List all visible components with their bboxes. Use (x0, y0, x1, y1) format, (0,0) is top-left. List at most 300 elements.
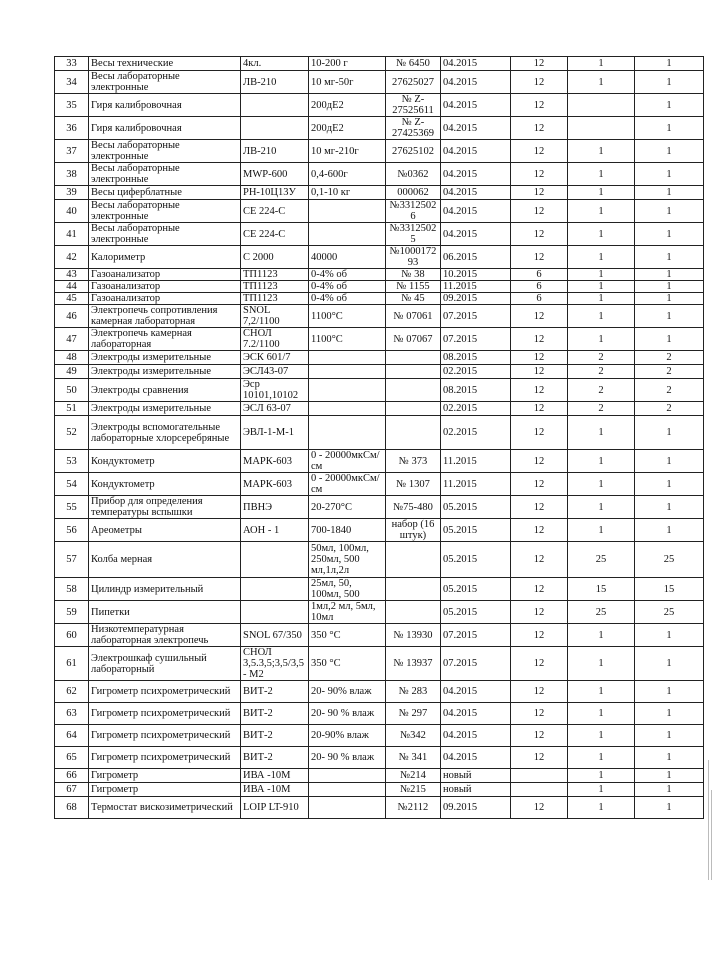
quantity-total-cell: 1 (568, 519, 635, 542)
measurement-range-cell: 10 мг-50г (309, 71, 386, 94)
table-row (55, 186, 704, 200)
verification-interval-cell: 12 (511, 365, 568, 379)
row-number-cell: 35 (55, 94, 89, 117)
verification-date-cell: 08.2015 (441, 351, 511, 365)
verification-interval-cell: 12 (511, 601, 568, 624)
equipment-type-cell: ТП1123 (241, 269, 309, 281)
verification-date-cell: 09.2015 (441, 293, 511, 305)
quantity-in-use-cell: 1 (635, 223, 704, 246)
verification-date-cell: 04.2015 (441, 117, 511, 140)
verification-interval-cell: 12 (511, 578, 568, 601)
quantity-in-use-cell: 1 (635, 305, 704, 328)
measurement-range-cell: 350 °С (309, 624, 386, 647)
measurement-range-cell: 1мл,2 мл, 5мл, 10мл (309, 601, 386, 624)
verification-date-cell: 04.2015 (441, 703, 511, 725)
quantity-total-cell: 1 (568, 71, 635, 94)
equipment-name-cell: Весы лабораторные электронные (89, 223, 241, 246)
verification-date-cell: 07.2015 (441, 328, 511, 351)
serial-number-cell: №2112 (386, 797, 441, 819)
equipment-name-cell: Ареометры (89, 519, 241, 542)
row-number-cell: 63 (55, 703, 89, 725)
equipment-type-cell: МАРК-603 (241, 473, 309, 496)
table-row (55, 797, 704, 819)
equipment-name-cell: Газоанализатор (89, 269, 241, 281)
row-number-cell: 66 (55, 769, 89, 783)
serial-number-cell (386, 542, 441, 578)
equipment-type-cell: ВИТ-2 (241, 725, 309, 747)
measurement-range-cell: 20- 90 % влаж (309, 703, 386, 725)
verification-interval-cell: 12 (511, 57, 568, 71)
serial-number-cell (386, 402, 441, 416)
serial-number-cell: № 297 (386, 703, 441, 725)
quantity-total-cell: 1 (568, 416, 635, 450)
serial-number-cell: № 45 (386, 293, 441, 305)
equipment-name-cell: Гиря калибровочная (89, 94, 241, 117)
table-row (55, 647, 704, 681)
serial-number-cell: №0362 (386, 163, 441, 186)
row-number-cell: 48 (55, 351, 89, 365)
equipment-type-cell: ТП1123 (241, 293, 309, 305)
quantity-total-cell: 1 (568, 186, 635, 200)
verification-date-cell: 07.2015 (441, 624, 511, 647)
quantity-in-use-cell: 1 (635, 71, 704, 94)
row-number-cell: 37 (55, 140, 89, 163)
serial-number-cell (386, 416, 441, 450)
verification-date-cell: 04.2015 (441, 71, 511, 94)
verification-date-cell: 02.2015 (441, 402, 511, 416)
measurement-range-cell: 0 - 20000мкСм/см (309, 473, 386, 496)
measurement-range-cell: 350 °С (309, 647, 386, 681)
table-row (55, 379, 704, 402)
row-number-cell: 51 (55, 402, 89, 416)
equipment-type-cell: ИВА -10М (241, 769, 309, 783)
serial-number-cell (386, 578, 441, 601)
table-row (55, 416, 704, 450)
verification-interval-cell: 12 (511, 186, 568, 200)
serial-number-cell: №3312502 6 (386, 200, 441, 223)
serial-number-cell: набор (16 штук) (386, 519, 441, 542)
verification-date-cell: 11.2015 (441, 281, 511, 293)
measurement-range-cell (309, 797, 386, 819)
equipment-type-cell: СНОЛ 3,5.3,5;3,5/3,5- М2 (241, 647, 309, 681)
verification-date-cell: 02.2015 (441, 365, 511, 379)
quantity-in-use-cell: 1 (635, 624, 704, 647)
row-number-cell: 45 (55, 293, 89, 305)
verification-interval-cell: 12 (511, 542, 568, 578)
serial-number-cell: №3312502 5 (386, 223, 441, 246)
quantity-total-cell: 2 (568, 379, 635, 402)
quantity-total-cell: 1 (568, 200, 635, 223)
equipment-name-cell: Электроды сравнения (89, 379, 241, 402)
measurement-range-cell: 0 - 20000мкСм/см (309, 450, 386, 473)
row-number-cell: 62 (55, 681, 89, 703)
verification-interval-cell: 12 (511, 496, 568, 519)
serial-number-cell: №75-480 (386, 496, 441, 519)
measurement-range-cell: 40000 (309, 246, 386, 269)
quantity-total-cell: 1 (568, 681, 635, 703)
quantity-in-use-cell: 1 (635, 140, 704, 163)
verification-date-cell: 04.2015 (441, 186, 511, 200)
table-row (55, 703, 704, 725)
verification-interval-cell: 12 (511, 200, 568, 223)
quantity-in-use-cell: 1 (635, 647, 704, 681)
verification-interval-cell: 12 (511, 519, 568, 542)
quantity-total-cell: 1 (568, 246, 635, 269)
equipment-type-cell: ЭСК 601/7 (241, 351, 309, 365)
quantity-in-use-cell: 1 (635, 328, 704, 351)
row-number-cell: 41 (55, 223, 89, 246)
verification-interval-cell: 12 (511, 797, 568, 819)
equipment-type-cell (241, 117, 309, 140)
scan-artifact (708, 760, 709, 880)
verification-interval-cell: 12 (511, 94, 568, 117)
measurement-range-cell: 20- 90 % влаж (309, 747, 386, 769)
quantity-total-cell: 1 (568, 269, 635, 281)
measurement-range-cell: 0,4-600г (309, 163, 386, 186)
verification-interval-cell: 12 (511, 163, 568, 186)
quantity-in-use-cell: 1 (635, 246, 704, 269)
equipment-name-cell: Электроды измерительные (89, 365, 241, 379)
measurement-range-cell (309, 379, 386, 402)
measurement-range-cell (309, 416, 386, 450)
row-number-cell: 36 (55, 117, 89, 140)
quantity-total-cell: 25 (568, 601, 635, 624)
quantity-total-cell: 1 (568, 305, 635, 328)
table-row (55, 246, 704, 269)
equipment-type-cell: LOIP LT-910 (241, 797, 309, 819)
verification-date-cell: 04.2015 (441, 223, 511, 246)
measurement-range-cell (309, 223, 386, 246)
equipment-type-cell: ВИТ-2 (241, 747, 309, 769)
serial-number-cell: 27625027 (386, 71, 441, 94)
serial-number-cell: № Z-27425369 (386, 117, 441, 140)
equipment-name-cell: Гиря калибровочная (89, 117, 241, 140)
serial-number-cell: № Z-27525611 (386, 94, 441, 117)
verification-date-cell: 11.2015 (441, 450, 511, 473)
row-number-cell: 38 (55, 163, 89, 186)
equipment-name-cell: Весы технические (89, 57, 241, 71)
verification-interval-cell: 12 (511, 71, 568, 94)
verification-date-cell: 06.2015 (441, 246, 511, 269)
equipment-type-cell: SNOL 67/350 (241, 624, 309, 647)
quantity-total-cell: 1 (568, 328, 635, 351)
verification-interval-cell: 12 (511, 305, 568, 328)
equipment-name-cell: Весы лабораторные электронные (89, 71, 241, 94)
verification-date-cell: 04.2015 (441, 681, 511, 703)
verification-date-cell: 04.2015 (441, 163, 511, 186)
table-row (55, 769, 704, 783)
quantity-in-use-cell: 2 (635, 379, 704, 402)
quantity-total-cell: 1 (568, 747, 635, 769)
measurement-range-cell: 20-90% влаж (309, 725, 386, 747)
serial-number-cell: № 07067 (386, 328, 441, 351)
quantity-total-cell: 1 (568, 647, 635, 681)
equipment-type-cell: 4кл. (241, 57, 309, 71)
quantity-total-cell: 1 (568, 163, 635, 186)
serial-number-cell: №214 (386, 769, 441, 783)
table-row (55, 293, 704, 305)
verification-interval-cell: 12 (511, 647, 568, 681)
equipment-name-cell: Гигрометр психрометрический (89, 703, 241, 725)
measurement-range-cell: 10 мг-210г (309, 140, 386, 163)
quantity-in-use-cell: 1 (635, 200, 704, 223)
equipment-name-cell: Электроды вспомогательные лабораторные хлорсеребряные (89, 416, 241, 450)
equipment-type-cell: МАРК-603 (241, 450, 309, 473)
verification-date-cell: 09.2015 (441, 797, 511, 819)
table-row (55, 57, 704, 71)
quantity-in-use-cell: 1 (635, 269, 704, 281)
measurement-range-cell (309, 365, 386, 379)
quantity-total-cell: 1 (568, 450, 635, 473)
scan-artifact (711, 790, 712, 880)
row-number-cell: 67 (55, 783, 89, 797)
quantity-in-use-cell: 1 (635, 473, 704, 496)
serial-number-cell: №215 (386, 783, 441, 797)
quantity-total-cell: 1 (568, 769, 635, 783)
verification-interval-cell: 12 (511, 246, 568, 269)
equipment-type-cell: СНОЛ 7.2/1100 (241, 328, 309, 351)
quantity-in-use-cell: 1 (635, 186, 704, 200)
quantity-total-cell: 1 (568, 140, 635, 163)
verification-date-cell: 04.2015 (441, 57, 511, 71)
verification-date-cell: новый (441, 783, 511, 797)
equipment-type-cell: ЭСЛ 63-07 (241, 402, 309, 416)
serial-number-cell (386, 351, 441, 365)
table-row (55, 281, 704, 293)
equipment-type-cell: SNOL 7,2/1100 (241, 305, 309, 328)
quantity-in-use-cell: 1 (635, 519, 704, 542)
row-number-cell: 55 (55, 496, 89, 519)
equipment-name-cell: Газоанализатор (89, 281, 241, 293)
verification-interval-cell: 12 (511, 117, 568, 140)
table-row (55, 578, 704, 601)
verification-date-cell: 04.2015 (441, 725, 511, 747)
equipment-type-cell: CE 224-C (241, 200, 309, 223)
equipment-name-cell: Электропечь камерная лабораторная (89, 328, 241, 351)
verification-date-cell: 04.2015 (441, 200, 511, 223)
verification-date-cell: 05.2015 (441, 601, 511, 624)
equipment-name-cell: Гигрометр психрометрический (89, 725, 241, 747)
table-row (55, 624, 704, 647)
quantity-in-use-cell: 1 (635, 293, 704, 305)
table-row (55, 681, 704, 703)
serial-number-cell: №1000172 93 (386, 246, 441, 269)
quantity-total-cell: 1 (568, 783, 635, 797)
equipment-name-cell: Кондуктометр (89, 450, 241, 473)
measurement-range-cell (309, 783, 386, 797)
row-number-cell: 64 (55, 725, 89, 747)
quantity-total-cell: 1 (568, 293, 635, 305)
table-row (55, 94, 704, 117)
measurement-range-cell: 0,1-10 кг (309, 186, 386, 200)
quantity-total-cell: 25 (568, 542, 635, 578)
quantity-in-use-cell: 1 (635, 703, 704, 725)
verification-interval-cell: 12 (511, 450, 568, 473)
equipment-name-cell: Кондуктометр (89, 473, 241, 496)
row-number-cell: 46 (55, 305, 89, 328)
equipment-type-cell (241, 601, 309, 624)
quantity-in-use-cell: 1 (635, 783, 704, 797)
equipment-name-cell: Гигрометр психрометрический (89, 747, 241, 769)
quantity-total-cell: 1 (568, 223, 635, 246)
equipment-name-cell: Прибор для определения температуры вспышки (89, 496, 241, 519)
measurement-range-cell: 20-270°С (309, 496, 386, 519)
quantity-in-use-cell: 1 (635, 681, 704, 703)
measurement-range-cell: 0-4% об (309, 293, 386, 305)
row-number-cell: 33 (55, 57, 89, 71)
quantity-in-use-cell: 1 (635, 496, 704, 519)
equipment-name-cell: Калориметр (89, 246, 241, 269)
row-number-cell: 59 (55, 601, 89, 624)
quantity-total-cell: 1 (568, 281, 635, 293)
row-number-cell: 68 (55, 797, 89, 819)
quantity-in-use-cell: 1 (635, 797, 704, 819)
quantity-total-cell (568, 117, 635, 140)
verification-date-cell: 05.2015 (441, 578, 511, 601)
quantity-in-use-cell: 1 (635, 725, 704, 747)
row-number-cell: 43 (55, 269, 89, 281)
table-row (55, 747, 704, 769)
measurement-range-cell: 25мл, 50, 100мл, 500 (309, 578, 386, 601)
equipment-name-cell: Термостат вискозиметрический (89, 797, 241, 819)
row-number-cell: 39 (55, 186, 89, 200)
row-number-cell: 56 (55, 519, 89, 542)
equipment-type-cell: АОН - 1 (241, 519, 309, 542)
table-row (55, 140, 704, 163)
equipment-name-cell: Газоанализатор (89, 293, 241, 305)
table-row (55, 200, 704, 223)
verification-date-cell: 04.2015 (441, 747, 511, 769)
quantity-total-cell (568, 94, 635, 117)
quantity-total-cell: 1 (568, 703, 635, 725)
serial-number-cell: № 1155 (386, 281, 441, 293)
verification-interval-cell (511, 783, 568, 797)
equipment-type-cell: ВИТ-2 (241, 681, 309, 703)
equipment-type-cell: С 2000 (241, 246, 309, 269)
table-row (55, 351, 704, 365)
quantity-in-use-cell: 1 (635, 117, 704, 140)
row-number-cell: 34 (55, 71, 89, 94)
table-row (55, 117, 704, 140)
quantity-total-cell: 1 (568, 473, 635, 496)
quantity-in-use-cell: 1 (635, 747, 704, 769)
row-number-cell: 40 (55, 200, 89, 223)
table-row (55, 402, 704, 416)
quantity-in-use-cell: 15 (635, 578, 704, 601)
serial-number-cell: № 373 (386, 450, 441, 473)
measurement-range-cell: 20- 90% влаж (309, 681, 386, 703)
equipment-type-cell (241, 94, 309, 117)
equipment-type-cell: РН-10Ц13У (241, 186, 309, 200)
verification-interval-cell: 12 (511, 747, 568, 769)
table-row (55, 365, 704, 379)
equipment-name-cell: Колба мерная (89, 542, 241, 578)
equipment-type-cell: ТП1123 (241, 281, 309, 293)
equipment-type-cell: ЛВ-210 (241, 71, 309, 94)
row-number-cell: 60 (55, 624, 89, 647)
table-row (55, 783, 704, 797)
equipment-name-cell: Весы лабораторные электронные (89, 140, 241, 163)
equipment-name-cell: Цилиндр измерительный (89, 578, 241, 601)
table-row (55, 71, 704, 94)
measurement-range-cell: 10-200 г (309, 57, 386, 71)
quantity-in-use-cell: 25 (635, 601, 704, 624)
verification-interval-cell: 12 (511, 140, 568, 163)
measurement-range-cell: 0-4% об (309, 281, 386, 293)
serial-number-cell: №342 (386, 725, 441, 747)
quantity-in-use-cell: 1 (635, 769, 704, 783)
equipment-name-cell: Весы лабораторные электронные (89, 163, 241, 186)
measurement-range-cell: 1100°С (309, 305, 386, 328)
equipment-name-cell: Электроды измерительные (89, 402, 241, 416)
table-row (55, 450, 704, 473)
quantity-total-cell: 2 (568, 365, 635, 379)
measurement-range-cell: 200дЕ2 (309, 94, 386, 117)
quantity-total-cell: 1 (568, 797, 635, 819)
table-row (55, 269, 704, 281)
verification-date-cell: 07.2015 (441, 647, 511, 681)
verification-date-cell: 04.2015 (441, 140, 511, 163)
serial-number-cell: № 38 (386, 269, 441, 281)
quantity-in-use-cell: 1 (635, 450, 704, 473)
quantity-in-use-cell: 1 (635, 416, 704, 450)
verification-interval-cell: 12 (511, 402, 568, 416)
verification-interval-cell: 12 (511, 328, 568, 351)
serial-number-cell: № 341 (386, 747, 441, 769)
quantity-in-use-cell: 2 (635, 351, 704, 365)
verification-interval-cell: 12 (511, 351, 568, 365)
table-row (55, 601, 704, 624)
serial-number-cell: № 283 (386, 681, 441, 703)
equipment-table-body (55, 57, 704, 819)
table-row (55, 163, 704, 186)
equipment-table (54, 56, 704, 819)
row-number-cell: 47 (55, 328, 89, 351)
table-row (55, 305, 704, 328)
equipment-name-cell: Весы циферблатные (89, 186, 241, 200)
row-number-cell: 58 (55, 578, 89, 601)
equipment-type-cell: ЛВ-210 (241, 140, 309, 163)
verification-interval-cell: 12 (511, 624, 568, 647)
serial-number-cell: 000062 (386, 186, 441, 200)
quantity-total-cell: 2 (568, 402, 635, 416)
verification-interval-cell: 12 (511, 681, 568, 703)
equipment-name-cell: Гигрометр (89, 769, 241, 783)
row-number-cell: 65 (55, 747, 89, 769)
serial-number-cell: № 13937 (386, 647, 441, 681)
verification-interval-cell: 6 (511, 293, 568, 305)
table-row (55, 725, 704, 747)
serial-number-cell: № 13930 (386, 624, 441, 647)
quantity-total-cell: 1 (568, 624, 635, 647)
equipment-type-cell: ИВА -10М (241, 783, 309, 797)
serial-number-cell: № 6450 (386, 57, 441, 71)
measurement-range-cell: 1100°С (309, 328, 386, 351)
row-number-cell: 50 (55, 379, 89, 402)
table-row (55, 519, 704, 542)
equipment-name-cell: Электрошкаф сушильный лабораторный (89, 647, 241, 681)
row-number-cell: 44 (55, 281, 89, 293)
quantity-in-use-cell: 2 (635, 365, 704, 379)
table-row (55, 473, 704, 496)
measurement-range-cell (309, 351, 386, 365)
verification-interval-cell: 12 (511, 379, 568, 402)
serial-number-cell (386, 365, 441, 379)
table-row (55, 223, 704, 246)
quantity-in-use-cell: 1 (635, 163, 704, 186)
quantity-in-use-cell: 1 (635, 94, 704, 117)
measurement-range-cell (309, 769, 386, 783)
